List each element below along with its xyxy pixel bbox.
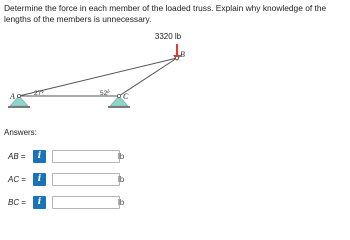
load-label: 3320 lb (154, 32, 182, 41)
answers-heading: Answers: (4, 128, 37, 137)
info-icon[interactable]: i (33, 173, 46, 186)
unit-label-ab: lb (118, 152, 125, 161)
node-label-b: B (180, 50, 185, 59)
problem-statement: Determine the force in each member of the loaded truss. Explain why knowledge of the lengths of the members is unnecessary. (4, 3, 327, 24)
joint-b (175, 56, 178, 59)
angle-label-a: 27° (34, 90, 44, 97)
unit-label-bc: lb (118, 198, 125, 207)
angle-label-c: 52° (100, 90, 110, 97)
info-icon[interactable]: i (33, 196, 46, 209)
node-label-a: A (10, 92, 15, 101)
joint-c (117, 94, 120, 97)
answer-input-ac[interactable] (52, 173, 120, 186)
member-bc (119, 58, 177, 96)
answer-label-ac: AC = (8, 175, 27, 184)
answer-input-ab[interactable] (52, 150, 120, 163)
answer-label-ab: AB = (8, 152, 26, 161)
unit-label-ac: lb (118, 175, 125, 184)
info-icon[interactable]: i (33, 150, 46, 163)
answer-label-bc: BC = (8, 198, 27, 207)
node-label-c: C (123, 92, 129, 101)
answer-input-bc[interactable] (52, 196, 120, 209)
joint-a (17, 94, 20, 97)
